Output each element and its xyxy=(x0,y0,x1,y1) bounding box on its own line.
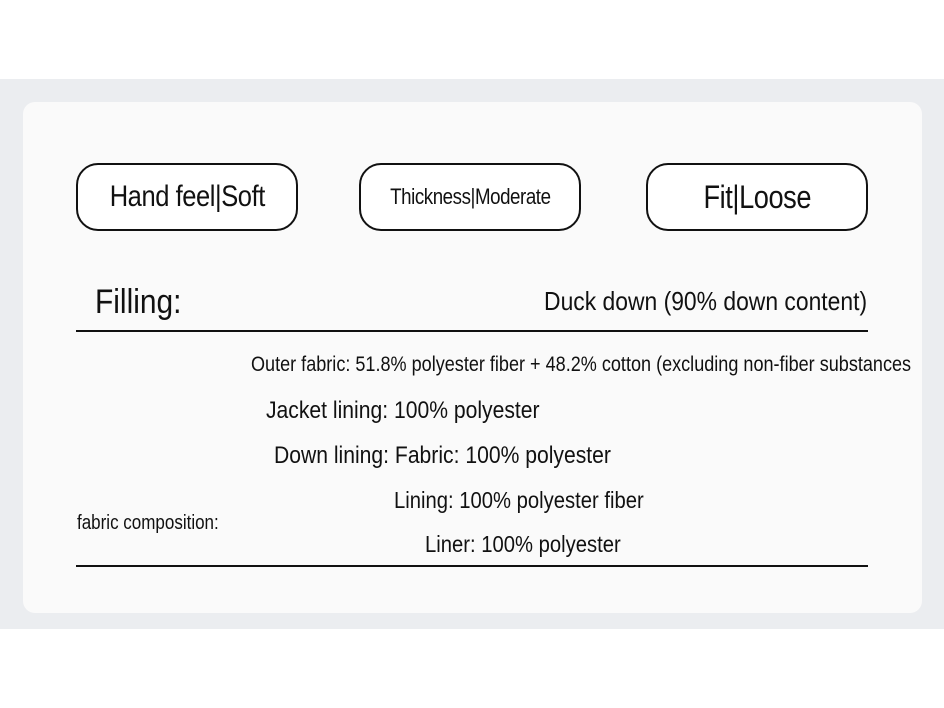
divider-bottom xyxy=(76,565,868,567)
attribute-badge-text: Fit|Loose xyxy=(703,178,811,215)
divider-top xyxy=(76,330,868,332)
attribute-badge-text: Thickness|Moderate xyxy=(389,184,551,209)
composition-label: fabric composition: xyxy=(77,512,219,534)
composition-outer-fabric: Outer fabric: 51.8% polyester fiber + 48.2% cotton (excluding non-fiber substances xyxy=(251,353,912,376)
attribute-badge-hand-feel xyxy=(76,163,298,231)
filling-value: Duck down (90% down content) xyxy=(543,286,867,316)
filling-label: Filling: xyxy=(95,283,182,321)
composition-lining: Lining: 100% polyester fiber xyxy=(394,487,644,513)
attribute-badge-fit xyxy=(646,163,868,231)
composition-down-lining: Down lining: Fabric: 100% polyester xyxy=(274,442,611,469)
attribute-badge-thickness xyxy=(359,163,581,231)
composition-liner: Liner: 100% polyester xyxy=(425,531,621,557)
attribute-badge-text: Hand feel|Soft xyxy=(109,180,265,213)
composition-jacket-lining: Jacket lining: 100% polyester xyxy=(266,397,540,424)
